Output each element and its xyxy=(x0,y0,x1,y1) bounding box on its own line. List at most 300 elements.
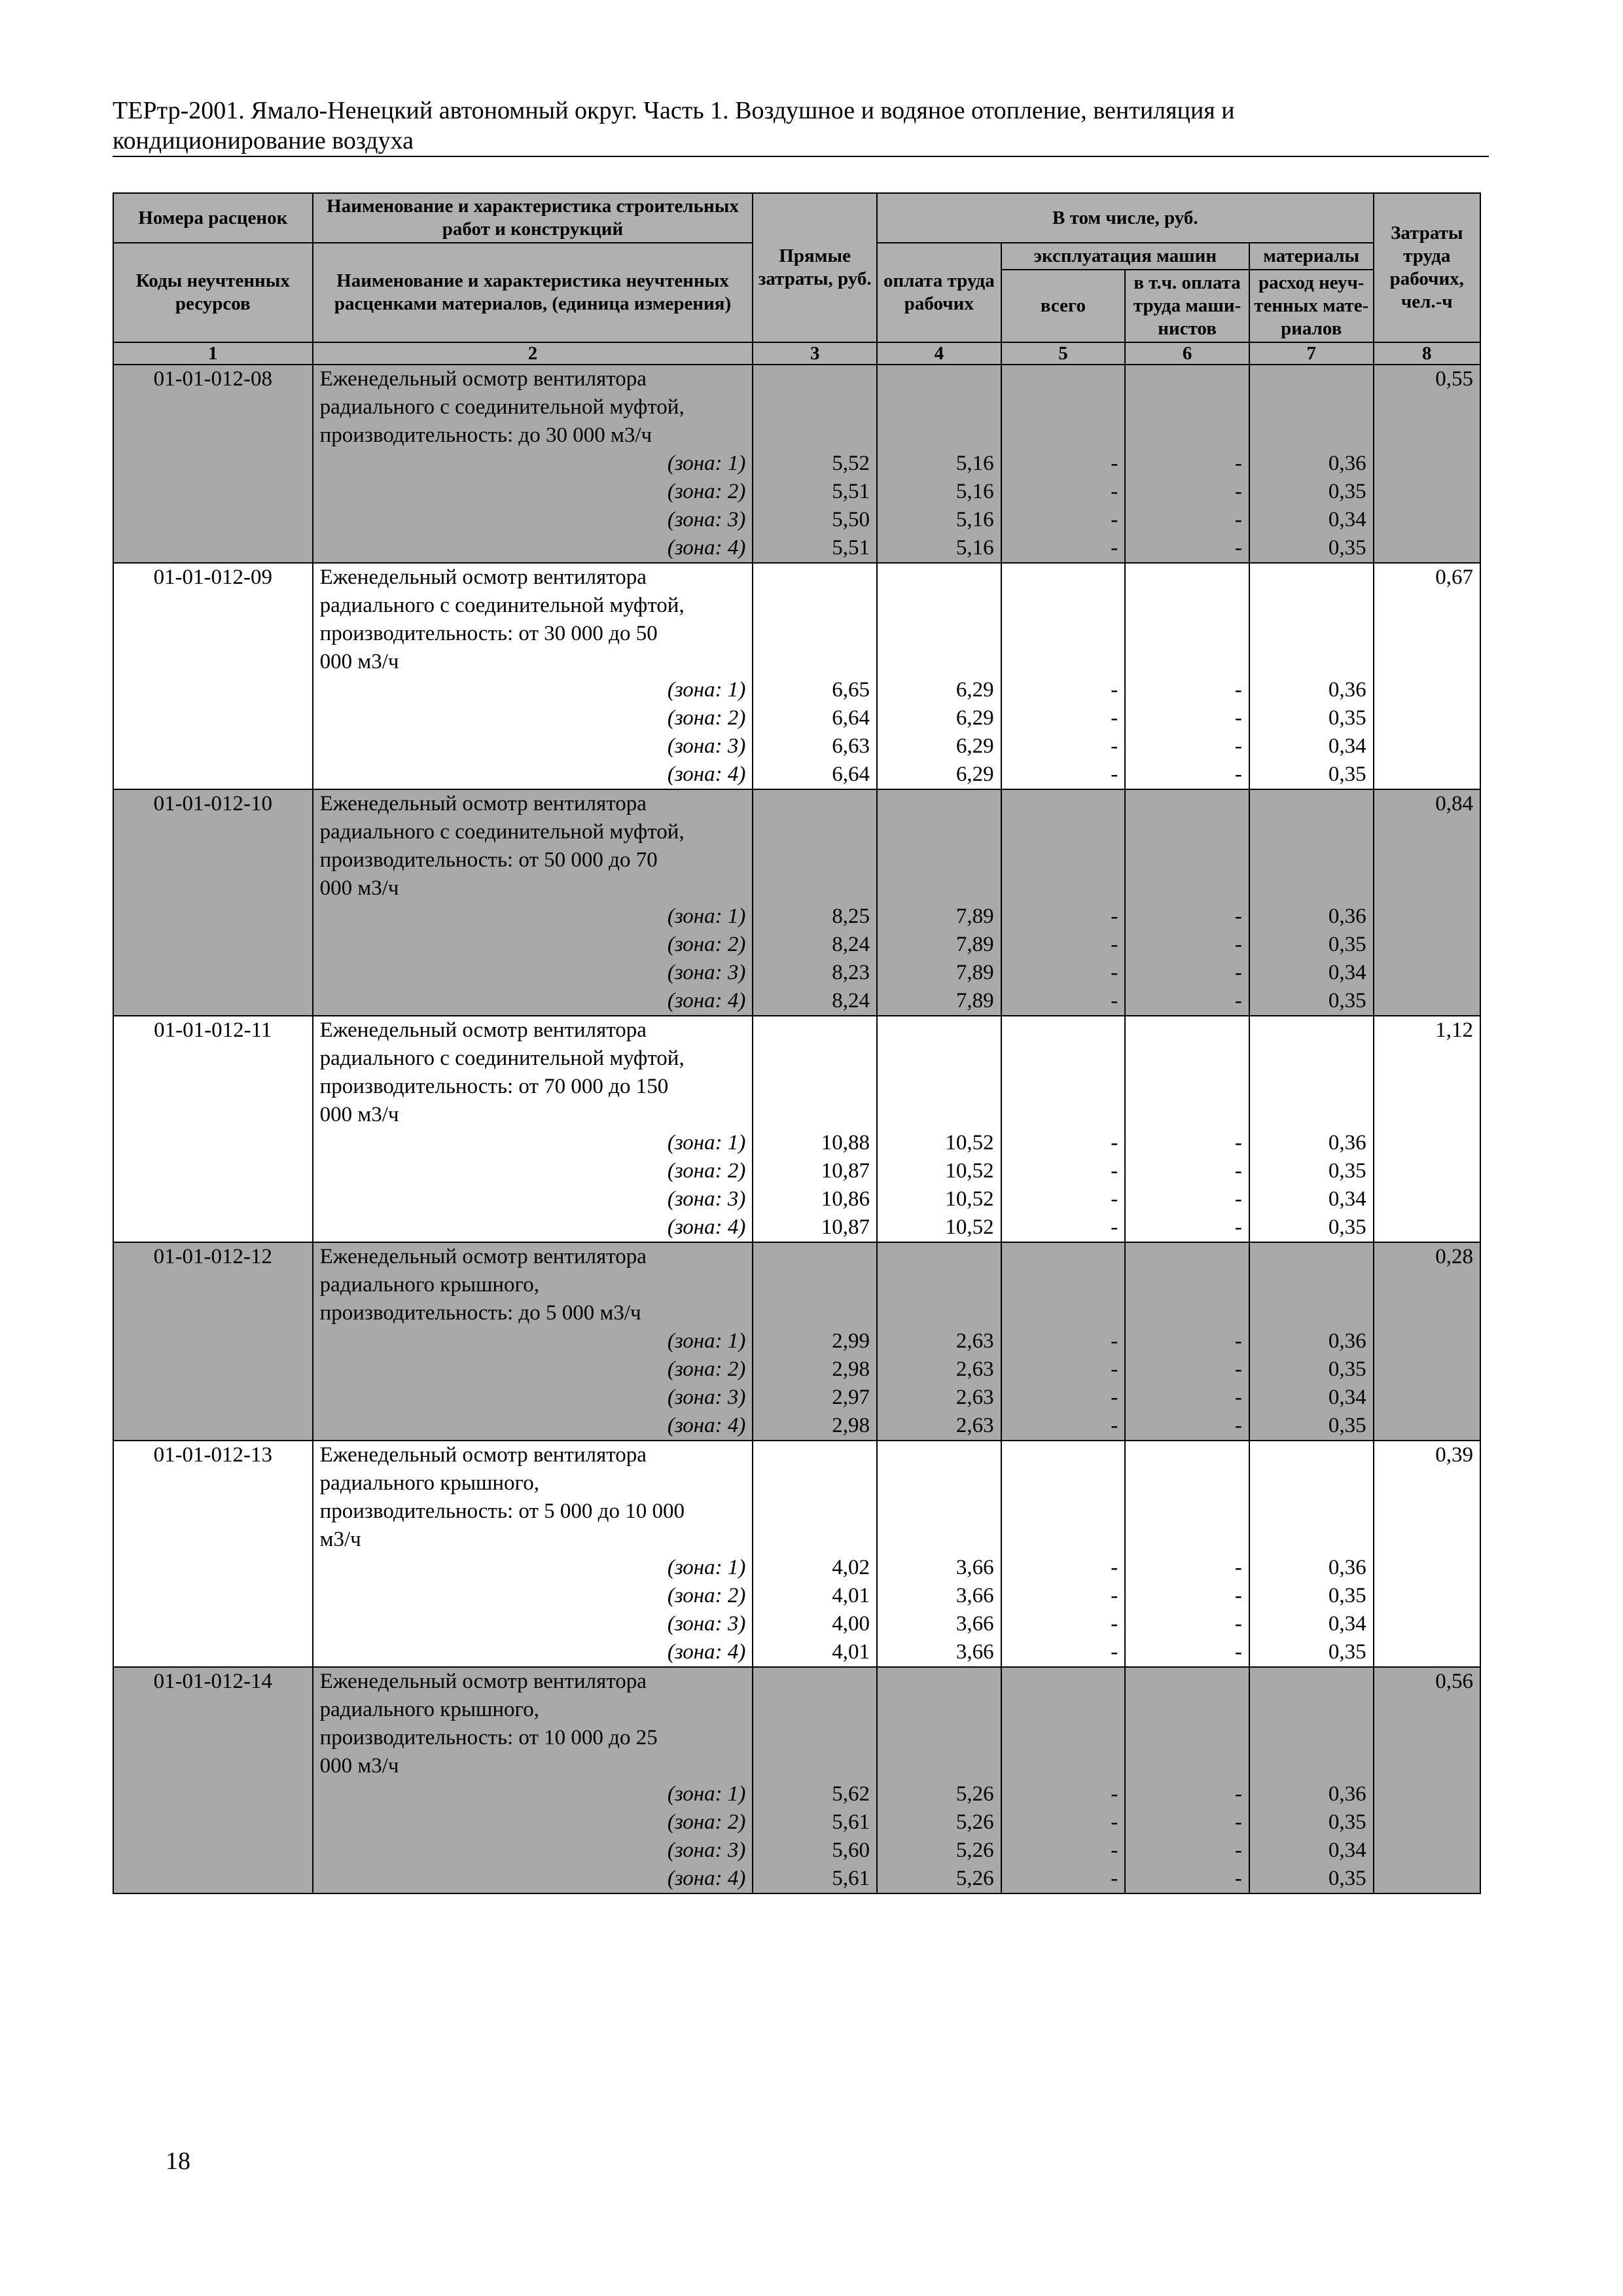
header-title-line-1: ТЕРтр-2001. Ямало-Ненецкий автономный округ. Часть 1. Воздушное и водяное отопление, вентиляция и xyxy=(113,97,1235,124)
worker-wage: 5,26 xyxy=(955,1839,994,1862)
material-consumption: 0,34 xyxy=(1328,961,1366,984)
description-line: производительность: от 30 000 до 50 xyxy=(319,622,658,645)
spacer xyxy=(1257,1271,1366,1299)
description-line: радиального крышного, xyxy=(319,1471,540,1495)
machines-total: - xyxy=(1111,536,1118,560)
operator-wage: - xyxy=(1234,1329,1242,1353)
work-description-cell xyxy=(313,1441,753,1667)
spacer xyxy=(1008,422,1118,450)
spacer xyxy=(1257,1101,1366,1129)
work-description-cell xyxy=(313,1016,753,1242)
spacer xyxy=(1132,1243,1242,1271)
spacer xyxy=(1257,1752,1366,1780)
rate-code: 01-01-012-12 xyxy=(153,1245,273,1268)
zone-label: (зона: 2) xyxy=(667,933,746,956)
spacer xyxy=(884,1299,994,1327)
spacer xyxy=(1257,564,1366,592)
table-row xyxy=(113,789,1480,1016)
material-consumption: 0,35 xyxy=(1328,1584,1366,1607)
spacer xyxy=(1132,1271,1242,1299)
material-consumption: 0,36 xyxy=(1328,678,1366,702)
spacer xyxy=(1257,620,1366,648)
machines-total: - xyxy=(1111,1215,1118,1239)
machines-total: - xyxy=(1111,1640,1118,1664)
zone-label: (зона: 3) xyxy=(667,961,746,984)
direct-cost: 6,64 xyxy=(832,762,870,786)
spacer xyxy=(1257,874,1366,903)
spacer xyxy=(1132,1498,1242,1526)
column-number: 2 xyxy=(313,342,753,365)
zone-label: (зона: 3) xyxy=(667,1386,746,1409)
worker-wage: 2,63 xyxy=(955,1357,994,1381)
material-consumption: 0,34 xyxy=(1328,1839,1366,1862)
header-title-line-2: кондиционирование воздуха xyxy=(113,127,414,154)
spacer xyxy=(1132,1101,1242,1129)
worker-wage: 10,52 xyxy=(945,1131,994,1155)
spacer xyxy=(1257,422,1366,450)
operator-wage: - xyxy=(1234,1386,1242,1409)
spacer xyxy=(884,1073,994,1101)
spacer xyxy=(1132,846,1242,874)
direct-cost-cell xyxy=(753,1242,877,1441)
spacer xyxy=(760,1469,870,1498)
worker-wage-cell xyxy=(877,1667,1001,1893)
table-row xyxy=(113,563,1480,789)
spacer xyxy=(1132,1469,1242,1498)
spacer xyxy=(884,1045,994,1073)
material-consumption: 0,35 xyxy=(1328,1215,1366,1239)
spacer xyxy=(1257,1243,1366,1271)
direct-cost: 2,98 xyxy=(832,1414,870,1437)
spacer xyxy=(884,874,994,903)
material-consumption-cell xyxy=(1249,1667,1374,1893)
spacer xyxy=(1257,592,1366,620)
header-operator-wages: в т.ч. оплата труда маши-нистов xyxy=(1125,270,1249,342)
direct-cost: 6,63 xyxy=(832,734,870,758)
worker-wage: 7,89 xyxy=(955,933,994,956)
labor-cost-cell xyxy=(1374,1242,1480,1441)
material-consumption: 0,35 xyxy=(1328,1159,1366,1183)
machines-total: - xyxy=(1111,1329,1118,1353)
rates-table xyxy=(113,192,1481,1894)
material-consumption: 0,35 xyxy=(1328,762,1366,786)
spacer xyxy=(884,790,994,818)
table-row xyxy=(113,1441,1480,1667)
spacer xyxy=(760,648,870,676)
direct-cost: 5,52 xyxy=(832,452,870,475)
direct-cost: 5,60 xyxy=(832,1839,870,1862)
direct-cost: 5,51 xyxy=(832,480,870,503)
worker-wage: 10,52 xyxy=(945,1187,994,1211)
rate-code: 01-01-012-09 xyxy=(153,565,273,589)
description-line: производительность: до 30 000 м3/ч xyxy=(319,423,652,447)
direct-cost: 8,24 xyxy=(832,989,870,1013)
spacer xyxy=(1008,1101,1118,1129)
spacer xyxy=(884,592,994,620)
spacer xyxy=(1008,846,1118,874)
direct-cost: 2,97 xyxy=(832,1386,870,1409)
worker-wage: 5,26 xyxy=(955,1782,994,1806)
worker-wage: 10,52 xyxy=(945,1215,994,1239)
header-labor-costs: Затраты труда рабочих, чел.-ч xyxy=(1374,193,1480,342)
spacer xyxy=(1132,1016,1242,1045)
header-including: В том числе, руб. xyxy=(877,193,1374,243)
operator-wage-cell xyxy=(1125,789,1249,1016)
operator-wage: - xyxy=(1234,1867,1242,1890)
spacer xyxy=(884,648,994,676)
spacer xyxy=(1132,422,1242,450)
description-line: производительность: от 5 000 до 10 000 xyxy=(319,1499,685,1523)
labor-cost-cell xyxy=(1374,1667,1480,1893)
spacer xyxy=(760,1101,870,1129)
machines-total: - xyxy=(1111,989,1118,1013)
spacer xyxy=(1008,365,1118,393)
machines-total: - xyxy=(1111,1612,1118,1636)
worker-wage: 2,63 xyxy=(955,1386,994,1409)
column-number: 6 xyxy=(1125,342,1249,365)
zone-label: (зона: 4) xyxy=(667,1867,746,1890)
operator-wage: - xyxy=(1234,734,1242,758)
work-description-cell xyxy=(313,365,753,563)
zone-label: (зона: 4) xyxy=(667,762,746,786)
direct-cost: 4,02 xyxy=(832,1556,870,1579)
worker-wage: 6,29 xyxy=(955,678,994,702)
worker-wage: 10,52 xyxy=(945,1159,994,1183)
spacer xyxy=(1008,592,1118,620)
table-header xyxy=(113,193,1480,365)
spacer xyxy=(1008,1073,1118,1101)
spacer xyxy=(1008,1724,1118,1752)
spacer xyxy=(1132,393,1242,422)
worker-wage: 5,16 xyxy=(955,536,994,560)
machines-total: - xyxy=(1111,1839,1118,1862)
direct-cost: 5,61 xyxy=(832,1867,870,1890)
spacer xyxy=(1008,1016,1118,1045)
material-consumption: 0,35 xyxy=(1328,706,1366,730)
material-consumption-cell xyxy=(1249,789,1374,1016)
spacer xyxy=(1008,620,1118,648)
machines-total: - xyxy=(1111,508,1118,531)
labor-cost-cell xyxy=(1374,1441,1480,1667)
rate-code-cell xyxy=(113,1667,313,1893)
spacer xyxy=(1257,393,1366,422)
operator-wage: - xyxy=(1234,508,1242,531)
table-row xyxy=(113,1667,1480,1893)
header-materials: материалы xyxy=(1249,243,1374,270)
zone-label: (зона: 1) xyxy=(667,1329,746,1353)
direct-cost: 4,00 xyxy=(832,1612,870,1636)
spacer xyxy=(760,365,870,393)
zone-label: (зона: 2) xyxy=(667,1159,746,1183)
description-line: радиального с соединительной муфтой, xyxy=(319,594,685,617)
zone-label: (зона: 4) xyxy=(667,536,746,560)
material-consumption: 0,35 xyxy=(1328,933,1366,956)
spacer xyxy=(1132,1752,1242,1780)
machines-total: - xyxy=(1111,452,1118,475)
material-consumption: 0,35 xyxy=(1328,536,1366,560)
operator-wage: - xyxy=(1234,706,1242,730)
table-row xyxy=(113,1242,1480,1441)
spacer xyxy=(760,874,870,903)
rate-code-cell xyxy=(113,365,313,563)
machines-total: - xyxy=(1111,1357,1118,1381)
spacer xyxy=(760,1271,870,1299)
machines-total-cell xyxy=(1001,1667,1126,1893)
worker-wage-cell xyxy=(877,789,1001,1016)
zone-label: (зона: 2) xyxy=(667,480,746,503)
machines-total: - xyxy=(1111,1187,1118,1211)
rate-code-cell xyxy=(113,1016,313,1242)
operator-wage: - xyxy=(1234,1584,1242,1607)
machines-total-cell xyxy=(1001,789,1126,1016)
worker-wage: 7,89 xyxy=(955,961,994,984)
labor-cost: 0,67 xyxy=(1435,565,1473,589)
spacer xyxy=(1008,393,1118,422)
spacer xyxy=(1008,564,1118,592)
direct-cost: 8,24 xyxy=(832,933,870,956)
spacer xyxy=(1132,365,1242,393)
worker-wage-cell xyxy=(877,563,1001,789)
spacer xyxy=(760,1668,870,1696)
spacer xyxy=(884,846,994,874)
description-line: Еженедельный осмотр вентилятора xyxy=(319,1443,647,1467)
spacer xyxy=(884,1016,994,1045)
operator-wage-cell xyxy=(1125,1016,1249,1242)
material-consumption: 0,34 xyxy=(1328,1612,1366,1636)
spacer xyxy=(1008,1696,1118,1724)
header-materials-name: Наименование и характеристика неучтенных расценками материалов, (единица измерения) xyxy=(313,243,753,342)
labor-cost-cell xyxy=(1374,563,1480,789)
spacer xyxy=(1008,1526,1118,1554)
worker-wage: 3,66 xyxy=(955,1640,994,1664)
spacer xyxy=(1008,648,1118,676)
direct-cost-cell xyxy=(753,365,877,563)
worker-wage: 3,66 xyxy=(955,1612,994,1636)
spacer xyxy=(884,422,994,450)
spacer xyxy=(1132,1724,1242,1752)
spacer xyxy=(884,393,994,422)
spacer xyxy=(1132,592,1242,620)
worker-wage: 5,16 xyxy=(955,480,994,503)
spacer xyxy=(1132,1073,1242,1101)
description-line: Еженедельный осмотр вентилятора xyxy=(319,1245,647,1268)
zone-label: (зона: 1) xyxy=(667,905,746,928)
spacer xyxy=(760,846,870,874)
table-row xyxy=(113,1016,1480,1242)
spacer xyxy=(884,1696,994,1724)
worker-wage: 7,89 xyxy=(955,905,994,928)
work-description-cell xyxy=(313,563,753,789)
material-consumption: 0,36 xyxy=(1328,1329,1366,1353)
rate-code-cell xyxy=(113,563,313,789)
operator-wage: - xyxy=(1234,1187,1242,1211)
operator-wage: - xyxy=(1234,762,1242,786)
operator-wage: - xyxy=(1234,536,1242,560)
material-consumption: 0,36 xyxy=(1328,1556,1366,1579)
spacer xyxy=(760,592,870,620)
spacer xyxy=(1257,1724,1366,1752)
direct-cost: 2,98 xyxy=(832,1357,870,1381)
material-consumption-cell xyxy=(1249,365,1374,563)
zone-label: (зона: 4) xyxy=(667,1640,746,1664)
direct-cost: 2,99 xyxy=(832,1329,870,1353)
rate-code: 01-01-012-10 xyxy=(153,792,273,816)
spacer xyxy=(760,620,870,648)
spacer xyxy=(760,1724,870,1752)
spacer xyxy=(1132,1696,1242,1724)
operator-wage-cell xyxy=(1125,365,1249,563)
machines-total: - xyxy=(1111,1556,1118,1579)
material-consumption: 0,35 xyxy=(1328,1810,1366,1834)
worker-wage: 5,16 xyxy=(955,508,994,531)
machines-total: - xyxy=(1111,1782,1118,1806)
description-line: радиального с соединительной муфтой, xyxy=(319,1047,685,1070)
operator-wage: - xyxy=(1234,905,1242,928)
spacer xyxy=(1132,1045,1242,1073)
machines-total-cell xyxy=(1001,1242,1126,1441)
spacer xyxy=(1132,1526,1242,1554)
operator-wage: - xyxy=(1234,480,1242,503)
operator-wage-cell xyxy=(1125,1242,1249,1441)
description-line: 000 м3/ч xyxy=(319,876,399,900)
spacer xyxy=(884,1668,994,1696)
spacer xyxy=(760,1243,870,1271)
spacer xyxy=(1257,1441,1366,1469)
spacer xyxy=(1132,1441,1242,1469)
zone-label: (зона: 1) xyxy=(667,1131,746,1155)
spacer xyxy=(1257,648,1366,676)
direct-cost: 5,50 xyxy=(832,508,870,531)
description-line: радиального крышного, xyxy=(319,1273,540,1297)
machines-total: - xyxy=(1111,1159,1118,1183)
machines-total: - xyxy=(1111,1867,1118,1890)
operator-wage: - xyxy=(1234,961,1242,984)
machines-total-cell xyxy=(1001,365,1126,563)
description-line: Еженедельный осмотр вентилятора xyxy=(319,367,647,391)
direct-cost: 8,25 xyxy=(832,905,870,928)
spacer xyxy=(884,1243,994,1271)
zone-label: (зона: 4) xyxy=(667,1215,746,1239)
material-consumption-cell xyxy=(1249,1441,1374,1667)
material-consumption-cell xyxy=(1249,563,1374,789)
spacer xyxy=(884,1724,994,1752)
spacer xyxy=(1132,648,1242,676)
operator-wage: - xyxy=(1234,933,1242,956)
zone-label: (зона: 2) xyxy=(667,1357,746,1381)
column-number: 8 xyxy=(1374,342,1480,365)
material-consumption: 0,35 xyxy=(1328,480,1366,503)
direct-cost: 10,88 xyxy=(821,1131,870,1155)
rate-code-cell xyxy=(113,789,313,1016)
spacer xyxy=(884,1441,994,1469)
direct-cost: 5,51 xyxy=(832,536,870,560)
labor-cost-cell xyxy=(1374,1016,1480,1242)
spacer xyxy=(1257,818,1366,846)
direct-cost: 10,86 xyxy=(821,1187,870,1211)
direct-cost-cell xyxy=(753,1667,877,1893)
description-line: производительность: от 70 000 до 150 xyxy=(319,1075,669,1098)
labor-cost: 0,84 xyxy=(1435,792,1473,816)
worker-wage-cell xyxy=(877,365,1001,563)
worker-wage: 3,66 xyxy=(955,1584,994,1607)
spacer xyxy=(1257,1045,1366,1073)
description-line: 000 м3/ч xyxy=(319,650,399,673)
header-column-numbers xyxy=(113,342,1480,365)
zone-label: (зона: 3) xyxy=(667,508,746,531)
description-line: м3/ч xyxy=(319,1528,361,1551)
table-body xyxy=(113,365,1480,1893)
description-line: производительность: от 10 000 до 25 xyxy=(319,1726,658,1749)
zone-label: (зона: 2) xyxy=(667,1810,746,1834)
spacer xyxy=(760,1752,870,1780)
spacer xyxy=(760,564,870,592)
work-description-cell xyxy=(313,1242,753,1441)
spacer xyxy=(884,365,994,393)
spacer xyxy=(884,564,994,592)
direct-cost-cell xyxy=(753,563,877,789)
direct-cost: 6,65 xyxy=(832,678,870,702)
spacer xyxy=(760,1526,870,1554)
spacer xyxy=(1257,790,1366,818)
zone-label: (зона: 2) xyxy=(667,706,746,730)
spacer xyxy=(884,1498,994,1526)
rate-code-cell xyxy=(113,1441,313,1667)
worker-wage: 3,66 xyxy=(955,1556,994,1579)
machines-total-cell xyxy=(1001,1016,1126,1242)
spacer xyxy=(1008,1668,1118,1696)
table-row xyxy=(113,365,1480,563)
description-line: 000 м3/ч xyxy=(319,1103,399,1126)
direct-cost-cell xyxy=(753,789,877,1016)
header-work-name: Наименование и характеристика строительных работ и конструкций xyxy=(313,193,753,243)
column-number: 3 xyxy=(753,342,877,365)
worker-wage: 2,63 xyxy=(955,1329,994,1353)
machines-total-cell xyxy=(1001,563,1126,789)
labor-cost: 1,12 xyxy=(1435,1018,1473,1042)
spacer xyxy=(760,393,870,422)
direct-cost: 10,87 xyxy=(821,1159,870,1183)
machines-total: - xyxy=(1111,1386,1118,1409)
machines-total: - xyxy=(1111,706,1118,730)
spacer xyxy=(1257,1299,1366,1327)
spacer xyxy=(760,1045,870,1073)
operator-wage: - xyxy=(1234,452,1242,475)
labor-cost-cell xyxy=(1374,365,1480,563)
spacer xyxy=(884,1101,994,1129)
labor-cost-cell xyxy=(1374,789,1480,1016)
direct-cost: 5,62 xyxy=(832,1782,870,1806)
spacer xyxy=(1008,790,1118,818)
material-consumption: 0,36 xyxy=(1328,905,1366,928)
zone-label: (зона: 3) xyxy=(667,1839,746,1862)
direct-cost: 4,01 xyxy=(832,1584,870,1607)
description-line: радиального с соединительной муфтой, xyxy=(319,395,685,419)
worker-wage-cell xyxy=(877,1242,1001,1441)
spacer xyxy=(1257,1696,1366,1724)
operator-wage: - xyxy=(1234,1640,1242,1664)
zone-label: (зона: 3) xyxy=(667,734,746,758)
material-consumption-cell xyxy=(1249,1242,1374,1441)
rate-code: 01-01-012-08 xyxy=(153,367,273,391)
spacer xyxy=(1132,874,1242,903)
direct-cost-cell xyxy=(753,1016,877,1242)
spacer xyxy=(760,1299,870,1327)
spacer xyxy=(884,1526,994,1554)
machines-total: - xyxy=(1111,1414,1118,1437)
page-number: 18 xyxy=(166,2147,190,2175)
zone-label: (зона: 1) xyxy=(667,678,746,702)
machines-total-cell xyxy=(1001,1441,1126,1667)
